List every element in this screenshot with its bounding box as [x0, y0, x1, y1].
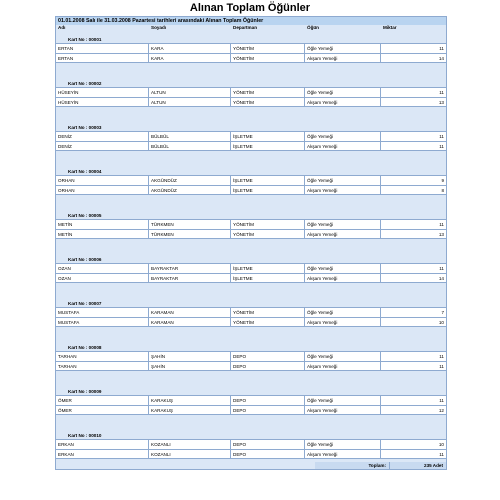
cell-quantity: 11 — [439, 134, 444, 139]
total-label: Toplam: — [315, 462, 389, 469]
cell-quantity: 10 — [438, 442, 444, 447]
table-row — [56, 439, 446, 449]
cell-department: YÖNETİM — [231, 308, 305, 317]
column-header-surname: Soyadı — [151, 25, 167, 30]
cell-department: İŞLETME — [231, 142, 305, 150]
table-row — [56, 87, 446, 97]
table-row — [56, 175, 446, 185]
cell-quantity: 11 — [439, 398, 444, 403]
cell-name: DENİZ — [56, 132, 149, 141]
total-row — [55, 462, 447, 470]
card-group — [55, 110, 447, 154]
cell-meal: Öğle Yemeği — [305, 220, 381, 229]
cell-quantity: 14 — [438, 56, 444, 61]
cell-name: DENİZ — [56, 142, 149, 150]
cell-meal: Öğle Yemeği — [305, 440, 381, 449]
cell-name: METİN — [56, 220, 149, 229]
cell-quantity: 11 — [439, 46, 444, 51]
total-spacer — [56, 462, 315, 469]
table-row — [56, 131, 446, 141]
cell-quantity: 7 — [441, 310, 444, 315]
cell-quantity: 11 — [439, 266, 444, 271]
cell-name: METİN — [56, 230, 149, 238]
cell-surname: BAYRAKTAR — [149, 264, 231, 273]
cell-meal: Öğle Yemeği — [305, 264, 381, 273]
cell-surname: KARA — [149, 54, 231, 62]
cell-department: İŞLETME — [231, 176, 305, 185]
cell-meal: Akşam Yemeği — [305, 142, 381, 150]
table-row — [56, 361, 446, 371]
table-row — [56, 351, 446, 361]
cell-name: ERTAN — [56, 54, 149, 62]
column-header-row — [55, 25, 447, 31]
cell-department: YÖNETİM — [231, 54, 305, 62]
group-gap — [56, 418, 446, 433]
cell-meal: Akşam Yemeği — [305, 230, 381, 238]
column-header-department: Departman — [233, 25, 257, 30]
cell-department: DEPO — [231, 406, 305, 414]
cell-department: DEPO — [231, 450, 305, 458]
cell-department: DEPO — [231, 396, 305, 405]
cell-surname: KARAMAN — [149, 318, 231, 326]
cell-name: ERKAN — [56, 450, 149, 458]
group-gap — [56, 198, 446, 213]
card-group — [55, 330, 447, 374]
cell-meal: Akşam Yemeği — [305, 318, 381, 326]
table-row — [56, 273, 446, 283]
table-row — [56, 449, 446, 459]
cell-meal: Öğle Yemeği — [305, 352, 381, 361]
cell-name: OZAN — [56, 274, 149, 282]
table-row — [56, 53, 446, 63]
cell-department: DEPO — [231, 362, 305, 370]
table-row — [56, 307, 446, 317]
cell-department: İŞLETME — [231, 132, 305, 141]
report-table — [55, 16, 447, 470]
cell-department: İŞLETME — [231, 264, 305, 273]
cell-name: TARHAN — [56, 362, 149, 370]
card-group — [55, 286, 447, 330]
table-row — [56, 185, 446, 195]
cell-quantity: 11 — [439, 222, 444, 227]
cell-department: YÖNETİM — [231, 98, 305, 106]
cell-surname: KARA — [149, 44, 231, 53]
cell-quantity: 11 — [439, 144, 444, 149]
cell-department: YÖNETİM — [231, 220, 305, 229]
card-number: Kart No : 00005 — [56, 213, 446, 219]
cell-department: YÖNETİM — [231, 44, 305, 53]
cell-department: DEPO — [231, 352, 305, 361]
group-gap — [56, 286, 446, 301]
table-row — [56, 219, 446, 229]
cell-surname: ALTUN — [149, 88, 231, 97]
cell-name: ORHAN — [56, 176, 149, 185]
card-number: Kart No : 00010 — [56, 433, 446, 439]
cell-quantity: 9 — [441, 178, 444, 183]
cell-name: ÖMER — [56, 406, 149, 414]
table-row — [56, 97, 446, 107]
card-number: Kart No : 00004 — [56, 169, 446, 175]
column-header-name: Adı — [58, 25, 66, 30]
card-groups — [55, 31, 447, 462]
cell-quantity: 11 — [439, 364, 444, 369]
cell-meal: Akşam Yemeği — [305, 362, 381, 370]
cell-surname: BÜLBÜL — [149, 142, 231, 150]
cell-name: ERTAN — [56, 44, 149, 53]
group-gap — [56, 374, 446, 389]
table-row — [56, 395, 446, 405]
cell-quantity: 12 — [438, 408, 444, 413]
cell-quantity: 13 — [438, 232, 444, 237]
cell-surname: ŞAHİN — [149, 362, 231, 370]
card-group — [55, 31, 447, 66]
cell-meal: Akşam Yemeği — [305, 98, 381, 106]
cell-surname: KARAKUŞ — [149, 406, 231, 414]
cell-surname: ALTUN — [149, 98, 231, 106]
cell-surname: KARAKUŞ — [149, 396, 231, 405]
card-number: Kart No : 00003 — [56, 125, 446, 131]
cell-surname: AKGÜNDÜZ — [149, 186, 231, 194]
column-header-quantity: Miktar — [383, 25, 397, 30]
table-row — [56, 405, 446, 415]
card-number: Kart No : 00006 — [56, 257, 446, 263]
cell-meal: Akşam Yemeği — [305, 406, 381, 414]
table-row — [56, 317, 446, 327]
cell-meal: Öğle Yemeği — [305, 176, 381, 185]
cell-meal: Akşam Yemeği — [305, 450, 381, 458]
cell-name: TARHAN — [56, 352, 149, 361]
cell-meal: Akşam Yemeği — [305, 186, 381, 194]
card-number: Kart No : 00007 — [56, 301, 446, 307]
card-number: Kart No : 00009 — [56, 389, 446, 395]
cell-quantity: 14 — [438, 276, 444, 281]
report-subtitle: 01.01.2008 Salı ile 31.03.2008 Pazartesi tarihleri arasındaki Alınan Toplam Öğünler — [55, 16, 447, 25]
cell-name: ERKAN — [56, 440, 149, 449]
cell-meal: Öğle Yemeği — [305, 132, 381, 141]
cell-surname: KOZANLI — [149, 440, 231, 449]
cell-surname: AKGÜNDÜZ — [149, 176, 231, 185]
cell-surname: KOZANLI — [149, 450, 231, 458]
card-number: Kart No : 00002 — [56, 81, 446, 87]
cell-department: İŞLETME — [231, 274, 305, 282]
cell-surname: BÜLBÜL — [149, 132, 231, 141]
group-gap — [56, 110, 446, 125]
table-row — [56, 43, 446, 53]
cell-name: ORHAN — [56, 186, 149, 194]
card-number: Kart No : 00008 — [56, 345, 446, 351]
cell-surname: KARAMAN — [149, 308, 231, 317]
cell-quantity: 8 — [441, 188, 444, 193]
cell-department: DEPO — [231, 440, 305, 449]
cell-name: ÖMER — [56, 396, 149, 405]
cell-name: OZAN — [56, 264, 149, 273]
table-row — [56, 229, 446, 239]
group-gap — [56, 66, 446, 81]
cell-quantity: 11 — [439, 452, 444, 457]
cell-meal: Akşam Yemeği — [305, 54, 381, 62]
cell-surname: TÜRKMEN — [149, 230, 231, 238]
card-group — [55, 242, 447, 286]
group-gap — [56, 154, 446, 169]
cell-surname: ŞAHİN — [149, 352, 231, 361]
cell-quantity: 13 — [438, 100, 444, 105]
cell-quantity: 10 — [438, 320, 444, 325]
card-group — [55, 374, 447, 418]
cell-department: YÖNETİM — [231, 88, 305, 97]
report-title: Alınan Toplam Öğünler — [189, 2, 311, 14]
cell-surname: BAYRAKTAR — [149, 274, 231, 282]
cell-meal: Öğle Yemeği — [305, 396, 381, 405]
column-header-meal: Öğün — [307, 25, 319, 30]
table-row — [56, 263, 446, 273]
cell-surname: TÜRKMEN — [149, 220, 231, 229]
cell-department: YÖNETİM — [231, 318, 305, 326]
cell-name: MUSTAFA — [56, 308, 149, 317]
card-group — [55, 154, 447, 198]
card-group — [55, 66, 447, 110]
cell-quantity: 11 — [439, 90, 444, 95]
card-number: Kart No : 00001 — [56, 37, 446, 43]
total-value: 235 Adet — [389, 462, 446, 469]
cell-name: HÜSEYİN — [56, 98, 149, 106]
cell-meal: Öğle Yemeği — [305, 88, 381, 97]
cell-name: HÜSEYİN — [56, 88, 149, 97]
cell-name: MUSTAFA — [56, 318, 149, 326]
cell-meal: Öğle Yemeği — [305, 308, 381, 317]
cell-meal: Öğle Yemeği — [305, 44, 381, 53]
cell-department: YÖNETİM — [231, 230, 305, 238]
group-gap — [56, 242, 446, 257]
card-group — [55, 198, 447, 242]
cell-meal: Akşam Yemeği — [305, 274, 381, 282]
cell-quantity: 11 — [439, 354, 444, 359]
group-gap — [56, 330, 446, 345]
cell-department: İŞLETME — [231, 186, 305, 194]
card-group — [55, 418, 447, 462]
table-row — [56, 141, 446, 151]
